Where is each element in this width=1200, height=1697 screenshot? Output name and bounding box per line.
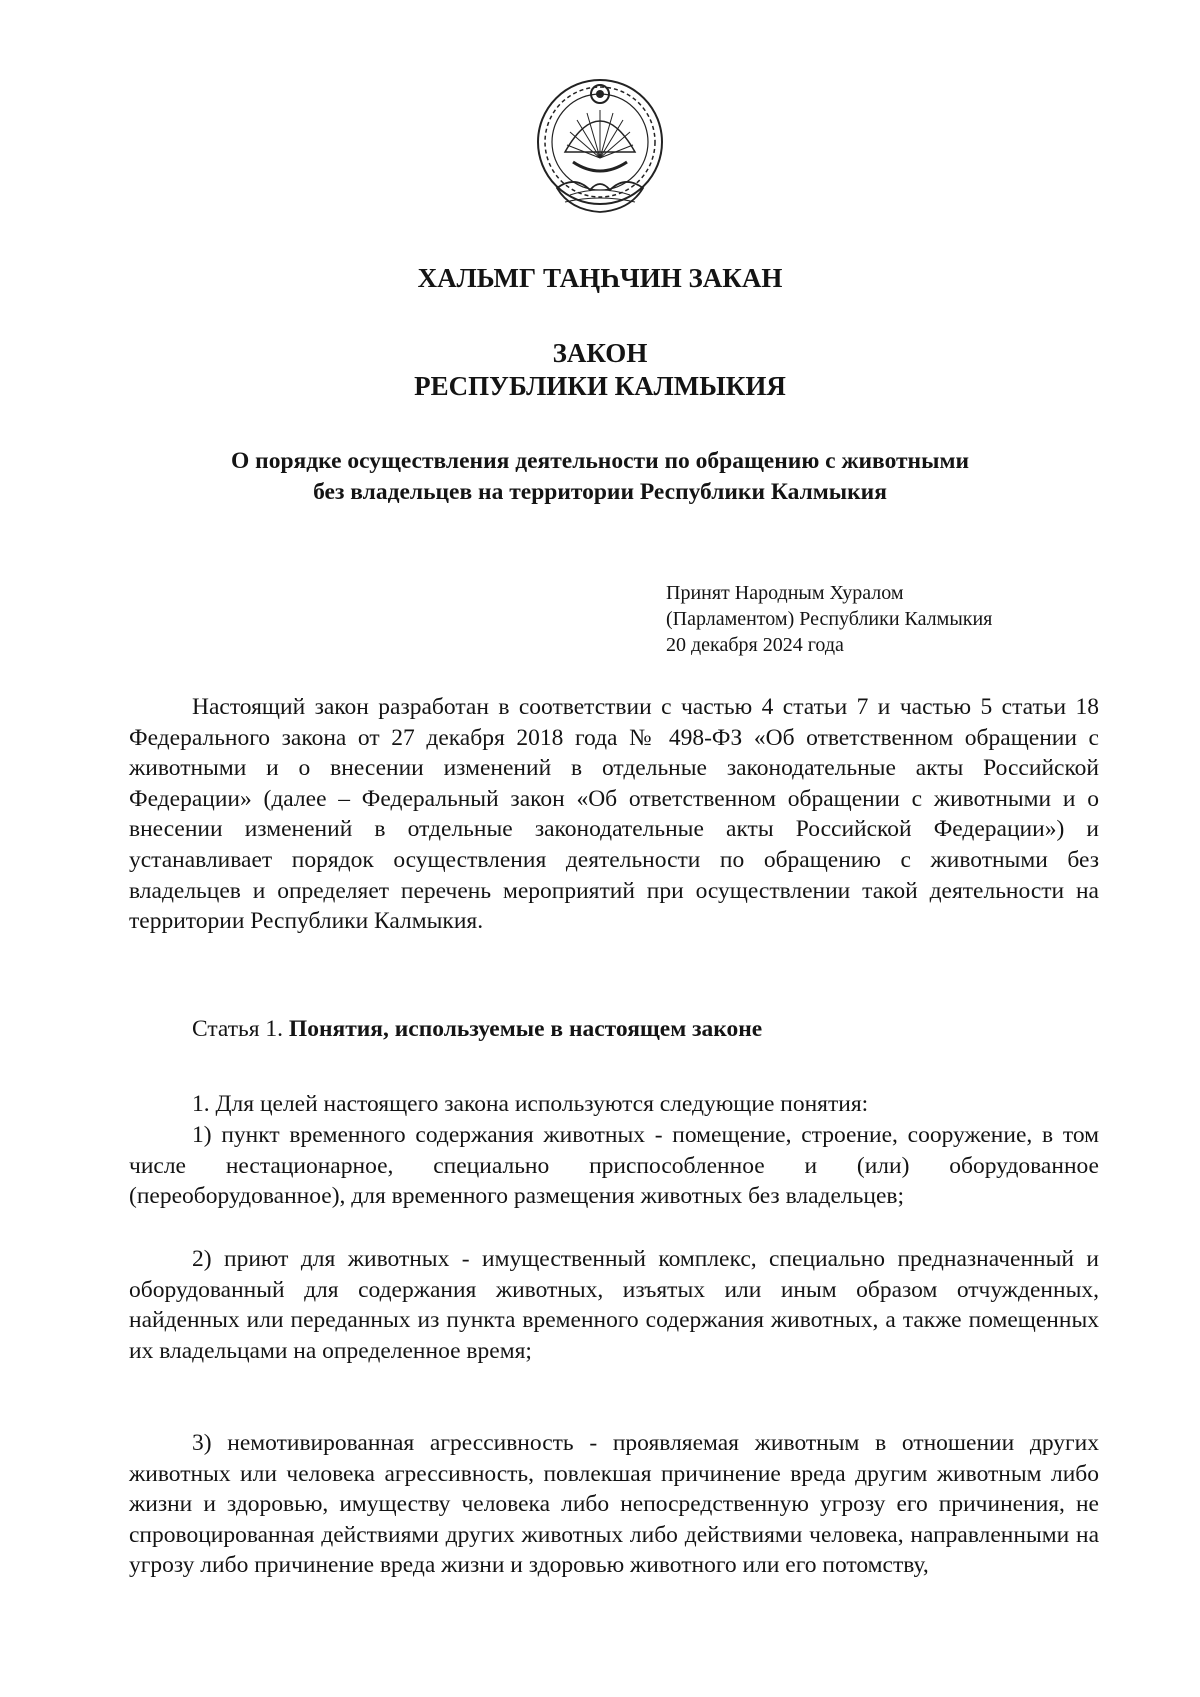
coat-of-arms-emblem: [535, 70, 665, 230]
preamble-paragraph: Настоящий закон разработан в соответствии с частью 4 статьи 7 и частью 5 статьи 18 Федерального закона от 27 декабря 2018 года № 498-ФЗ «Об ответственном обращении с животными и о внесении изменений в отдельные законодательные акты Российской Федерации» (далее – Федеральный закон «Об ответственном обращении с животными и о внесении изменений в отдельные законодательные акты Российской Федерации») и устанавливает порядок осуществления деятельности по обращению с животными без владельцев и определяет перечень мероприятий при осуществлении такой деятельности на территории Республики Калмыкия.: [129, 694, 1099, 935]
adoption-note: [666, 580, 992, 658]
law-subject-line: О порядке осуществления деятельности по обращению с животными: [231, 448, 969, 474]
law-subject-line: без владельцев на территории Республики Калмыкия: [313, 479, 887, 505]
republic-name: РЕСПУБЛИКИ КАЛМЫКИЯ: [414, 371, 786, 401]
law-heading: [0, 337, 1200, 403]
article-paragraph: 1. Для целей настоящего закона используются следующие понятия:: [192, 1091, 869, 1117]
adoption-line: (Парламентом) Республики Калмыкия: [666, 608, 993, 630]
definition-item: 3) немотивированная агрессивность - проявляемая животным в отношении других животных или человека агрессивность, повлекшая причинение вреда другим животным либо жизни и здоровью, имуществу человека либо непосредственную угрозу его причинения, не спровоцированная действиями других животных либо действиями человека, направленными на угрозу либо причинение вреда жизни и здоровью животного или его потомству,: [129, 1430, 1099, 1579]
kalmyk-title: ХАЛЬМГ ТАҢҺЧИН ЗАКАН: [417, 263, 783, 293]
law-label: ЗАКОН: [552, 338, 648, 368]
article-number: Статья 1.: [192, 1016, 284, 1042]
article-heading: [192, 1016, 762, 1043]
adoption-line: Принят Народным Хуралом: [666, 582, 904, 604]
adoption-date: 20 декабря 2024 года: [666, 634, 844, 656]
definition-item: 2) приют для животных - имущественный комплекс, специально предназначенный и оборудованный для содержания животных, изъятых или иным образом отчужденных, найденных или переданных из пункта временного содержания животных, а также помещенных их владельцами на определенное время;: [129, 1246, 1099, 1364]
article-title: Понятия, используемые в настоящем законе: [288, 1016, 763, 1042]
law-subject: [0, 446, 1200, 508]
definition-item: 1) пункт временного содержания животных - помещение, строение, сооружение, в том числе нестационарное, специально приспособленное и (или) оборудованное (переоборудованное), для временного размещения животных без владельцев;: [129, 1122, 1099, 1210]
